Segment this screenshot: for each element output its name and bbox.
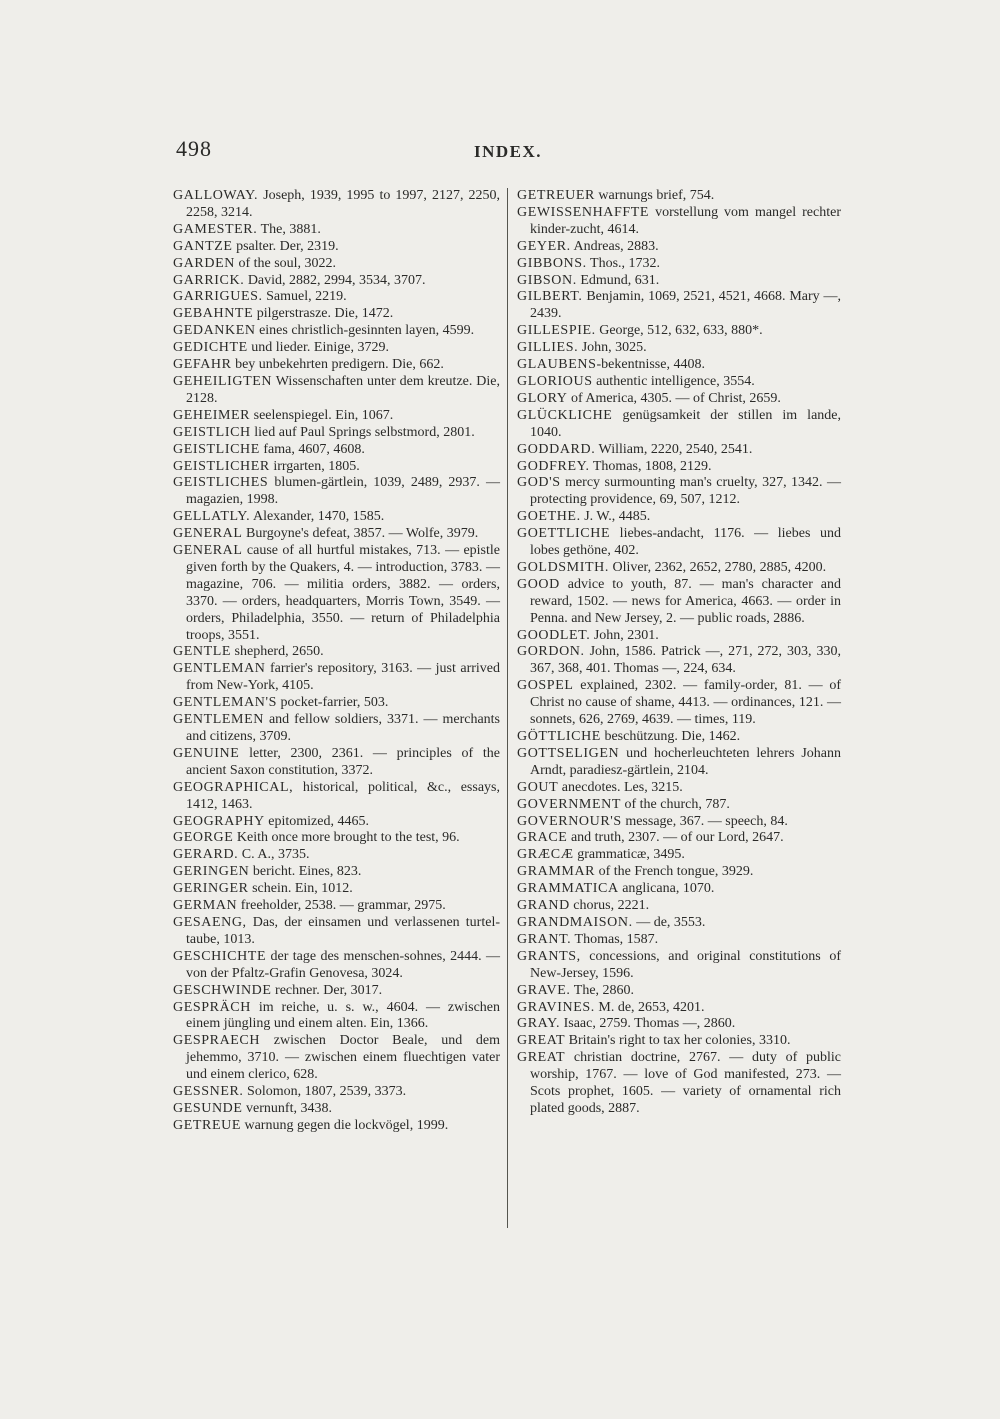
- index-headword: GOETTLICHE: [517, 526, 611, 542]
- index-headword: GETREUER: [517, 188, 595, 203]
- index-entry: [173, 222, 500, 239]
- index-headword: GLÜCKLICHE: [517, 407, 613, 423]
- index-headword: GOUT: [517, 779, 559, 795]
- index-headword: GESPRAECH: [173, 1033, 261, 1049]
- index-references: Edmund, 631.: [576, 272, 660, 288]
- index-entry: [517, 408, 841, 442]
- index-references: farrier's repository, 3163. — just arrived from New-York, 4105.: [186, 661, 500, 694]
- index-references: of the church, 787.: [621, 796, 730, 812]
- index-references: im reiche, u. s. w., 4604. — zwischen einem jüngling und einem alten. Ein, 1366.: [186, 999, 500, 1032]
- index-references: Wissenschaften unter dem kreutze. Die, 2128.: [186, 373, 500, 406]
- index-entry: [517, 949, 841, 983]
- index-headword: GENUINE: [173, 745, 240, 761]
- index-headword: GEYER.: [517, 238, 571, 254]
- index-entry: [173, 374, 500, 408]
- index-entry: [173, 188, 500, 222]
- index-entry: [173, 408, 500, 425]
- index-headword: GILBERT.: [517, 289, 583, 305]
- index-entry: [517, 983, 841, 1000]
- index-entry: [173, 543, 500, 644]
- index-headword: GOVERNMENT: [517, 796, 621, 812]
- index-references: George, 512, 632, 633, 880*.: [595, 323, 763, 339]
- index-entry: [517, 323, 841, 340]
- index-references: David, 2882, 2994, 3534, 3707.: [244, 272, 426, 288]
- index-headword: GEOGRAPHY: [173, 813, 265, 829]
- index-references: explained, 2302. — family-order, 81. — of Christ no cause of shame, 4413. — ordinances, 121. — sonnets, 626, 2769, 4639. — times, 119.: [530, 678, 841, 728]
- index-entry: [173, 340, 500, 357]
- index-entry: [517, 391, 841, 408]
- index-headword: GEWISSENHAFFTE: [517, 204, 650, 220]
- index-headword: GOETHE.: [517, 509, 581, 525]
- index-headword: GLAUBENS: [517, 357, 597, 373]
- index-headword: GEBAHNTE: [173, 306, 254, 322]
- index-references: concessions, and original constitutions of New-Jersey, 1596.: [530, 948, 841, 981]
- index-headword: GESAENG,: [173, 914, 247, 930]
- index-references: Oliver, 2362, 2652, 2780, 2885, 4200.: [608, 559, 827, 575]
- index-headword: GESPRÄCH: [173, 999, 251, 1015]
- index-references: Thomas, 1808, 2129.: [589, 458, 712, 474]
- index-headword: GEISTLICH: [173, 424, 251, 440]
- index-references: John, 2301.: [590, 627, 659, 643]
- index-entry: [517, 577, 841, 628]
- index-entry: [517, 475, 841, 509]
- index-entry: [517, 509, 841, 526]
- index-entry: [517, 340, 841, 357]
- index-references: of America, 4305. — of Christ, 2659.: [567, 390, 781, 406]
- index-references: of the French tongue, 3929.: [595, 864, 754, 880]
- index-references: Joseph, 1939, 1995 to 1997, 2127, 2250, 2258, 3214.: [186, 188, 500, 220]
- index-references: der tage des menschen-sohnes, 2444. — von der Pfaltz-Grafin Genovesa, 3024.: [186, 948, 500, 981]
- index-entry: [173, 273, 500, 290]
- index-references: William, 2220, 2540, 2541.: [595, 441, 753, 457]
- index-references: bey unbekehrten predigern. Die, 662.: [231, 357, 444, 373]
- index-references: vernunft, 3438.: [242, 1100, 332, 1116]
- index-entry: [173, 881, 500, 898]
- index-references: Das, der einsamen und verlassenen turtel-taube, 1013.: [186, 914, 500, 947]
- index-entry: [517, 357, 841, 374]
- index-references: chorus, 2221.: [569, 898, 650, 914]
- index-references: epitomized, 4465.: [264, 813, 369, 829]
- index-references: John, 1586. Patrick —, 271, 272, 303, 330, 367, 368, 401. Thomas —, 224, 634.: [530, 644, 841, 677]
- index-references: blumen-gärtlein, 1039, 2489, 2937. — magazien, 1998.: [186, 475, 500, 508]
- index-headword: GESCHWINDE: [173, 982, 272, 998]
- index-entry: [173, 898, 500, 915]
- index-entry: [173, 746, 500, 780]
- index-references: bericht. Eines, 823.: [249, 864, 362, 880]
- index-entry: [517, 644, 841, 678]
- index-entry: [173, 509, 500, 526]
- index-headword: GILLESPIE.: [517, 323, 596, 339]
- index-headword: GODDARD.: [517, 441, 596, 457]
- index-references: anglicana, 1070.: [618, 881, 715, 897]
- index-entry: [517, 1050, 841, 1118]
- index-headword: GERINGER: [173, 881, 249, 897]
- index-references: Benjamin, 1069, 2521, 4521, 4668. Mary —, 2439.: [530, 289, 841, 322]
- index-references: message, 367. — speech, 84.: [621, 813, 788, 829]
- index-headword: GEOGRAPHICAL,: [173, 779, 294, 795]
- index-references: Burgoyne's defeat, 3857. — Wolfe, 3979.: [242, 526, 479, 542]
- index-entry: [173, 1084, 500, 1101]
- index-references: eines christlich-gesinnten layen, 4599.: [255, 323, 475, 339]
- index-entry: [173, 1033, 500, 1084]
- index-references: grammaticæ, 3495.: [573, 847, 685, 863]
- index-entry: [173, 661, 500, 695]
- index-references: schein. Ein, 1012.: [248, 881, 353, 897]
- index-entry: [173, 256, 500, 273]
- index-headword: GRACE: [517, 830, 568, 846]
- index-entry: [173, 847, 500, 864]
- index-references: shepherd, 2650.: [231, 644, 324, 660]
- index-references: cause of all hurtful mistakes, 713. — epistle given forth by the Quakers, 4. — introduction, 3783. — magazine, 706. — militia orders, 3882. — orders, 3370. — orders, headquarters, Morris Town, 3549. — orders, Philadelphia, 3550. — return of Philadelphia troops, 3551.: [186, 543, 500, 643]
- index-references: historical, political, &c., essays, 1412, 1463.: [186, 779, 500, 812]
- index-headword: GOTTSELIGEN: [517, 745, 620, 761]
- index-references: — de, 3553.: [632, 914, 706, 930]
- index-entry: [173, 983, 500, 1000]
- index-references: freeholder, 2538. — grammar, 2975.: [237, 898, 446, 914]
- index-entry: [173, 780, 500, 814]
- index-headword: GIBBONS.: [517, 255, 587, 271]
- index-headword: GESSNER.: [173, 1084, 244, 1100]
- index-headword: GENTLE: [173, 644, 232, 660]
- index-headword: GENTLEMAN'S: [173, 695, 278, 711]
- index-references: mercy surmounting man's cruelty, 327, 1342. — protecting providence, 69, 507, 1212.: [530, 475, 841, 508]
- index-references: of the soul, 3022.: [234, 255, 337, 271]
- index-entry: [517, 1000, 841, 1017]
- index-headword: GEISTLICHE: [173, 441, 260, 457]
- index-entry: [517, 881, 841, 898]
- index-headword: GEHEILIGTEN: [173, 373, 273, 389]
- index-entry: [173, 475, 500, 509]
- index-entry: [173, 864, 500, 881]
- index-headword: GENERAL: [173, 526, 243, 542]
- index-references: Solomon, 1807, 2539, 3373.: [243, 1084, 407, 1100]
- index-entry: [173, 289, 500, 306]
- index-headword: GORDON.: [517, 644, 585, 660]
- index-entry: [517, 915, 841, 932]
- index-headword: GOD'S: [517, 475, 561, 491]
- index-entry: [517, 729, 841, 746]
- column-rule: [507, 188, 508, 1228]
- index-headword: GALLOWAY.: [173, 188, 259, 203]
- index-references: Alexander, 1470, 1585.: [250, 509, 385, 525]
- index-references: and truth, 2307. — of our Lord, 2647.: [567, 830, 784, 846]
- index-references: Keith once more brought to the test, 96.: [233, 830, 460, 846]
- index-headword: GEDICHTE: [173, 340, 248, 356]
- index-headword: GIBSON.: [517, 272, 577, 288]
- left-column: [173, 188, 500, 1135]
- index-entry: [517, 289, 841, 323]
- index-headword: GRÆCÆ: [517, 847, 574, 863]
- index-entry: [517, 526, 841, 560]
- index-headword: GETREUE: [173, 1117, 241, 1133]
- index-references: rechner. Der, 3017.: [271, 982, 383, 998]
- index-references: Thos., 1732.: [586, 255, 661, 271]
- index-entry: [173, 712, 500, 746]
- index-references: lied auf Paul Springs selbstmord, 2801.: [250, 424, 475, 440]
- index-references: authentic intelligence, 3554.: [592, 373, 755, 389]
- index-headword: GERMAN: [173, 898, 238, 914]
- index-headword: GRAMMAR: [517, 864, 596, 880]
- index-entry: [517, 780, 841, 797]
- index-references: -bekentnisse, 4408.: [596, 357, 705, 373]
- index-entry: [517, 932, 841, 949]
- index-references: John, 3025.: [578, 340, 647, 356]
- index-headword: GENTLEMAN: [173, 661, 266, 677]
- index-references: und lieder. Einige, 3729.: [247, 340, 389, 356]
- index-entry: [517, 628, 841, 645]
- index-headword: GANTZE: [173, 238, 233, 254]
- index-headword: GENTLEMEN: [173, 712, 264, 728]
- index-entry: [173, 442, 500, 459]
- index-references: M. de, 2653, 4201.: [594, 999, 705, 1015]
- index-headword: GARRIGUES.: [173, 289, 263, 305]
- index-headword: GOOD: [517, 576, 560, 592]
- index-headword: GESCHICHTE: [173, 948, 267, 964]
- right-column: [517, 188, 841, 1118]
- index-entry: [173, 526, 500, 543]
- index-references: vorstellung vom mangel rechter kinder-zucht, 4614.: [530, 204, 841, 237]
- index-entry: [517, 678, 841, 729]
- index-headword: GEISTLICHES: [173, 475, 269, 491]
- index-references: Samuel, 2219.: [262, 289, 347, 305]
- index-entry: [517, 898, 841, 915]
- index-references: Isaac, 2759. Thomas —, 2860.: [560, 1016, 736, 1032]
- index-references: seelenspiegel. Ein, 1067.: [250, 407, 394, 423]
- index-entry: [173, 459, 500, 476]
- index-entry: [517, 442, 841, 459]
- index-references: genügsamkeit der stillen im lande, 1040.: [530, 407, 841, 440]
- index-references: The, 3881.: [257, 221, 321, 237]
- index-entry: [173, 915, 500, 949]
- index-entry: [517, 847, 841, 864]
- index-references: liebes-andacht, 1176. — liebes und lobes gethöne, 402.: [530, 526, 841, 559]
- index-entry: [173, 644, 500, 661]
- index-headword: GRANT.: [517, 931, 572, 947]
- index-headword: GRAND: [517, 898, 570, 914]
- index-headword: GODFREY.: [517, 458, 590, 474]
- index-headword: GOSPEL: [517, 678, 574, 694]
- index-headword: GERINGEN: [173, 864, 250, 880]
- index-entry: [173, 425, 500, 442]
- index-references: and fellow soldiers, 3371. — merchants and citizens, 3709.: [186, 712, 500, 744]
- index-entry: [517, 256, 841, 273]
- index-references: psalter. Der, 2319.: [232, 238, 339, 254]
- index-references: letter, 2300, 2361. — principles of the ancient Saxon constitution, 3372.: [186, 745, 500, 778]
- index-headword: GARDEN: [173, 255, 235, 271]
- index-references: Britain's right to tax her colonies, 3310.: [565, 1033, 791, 1049]
- index-headword: GENERAL: [173, 543, 243, 559]
- index-entry: [517, 1016, 841, 1033]
- index-headword: GEDANKEN: [173, 323, 256, 339]
- index-headword: GÖTTLICHE: [517, 729, 601, 744]
- index-references: Thomas, 1587.: [571, 931, 659, 947]
- index-headword: GILLIES.: [517, 340, 579, 356]
- index-entry: [517, 864, 841, 881]
- index-entry: [517, 188, 841, 205]
- index-references: pilgerstrasze. Die, 1472.: [253, 306, 394, 322]
- index-references: irrgarten, 1805.: [269, 458, 360, 474]
- index-references: pocket-farrier, 503.: [277, 695, 389, 711]
- index-entry: [517, 1033, 841, 1050]
- index-headword: GEISTLICHER: [173, 458, 270, 474]
- index-entry: [173, 306, 500, 323]
- page-number: 498: [176, 136, 212, 161]
- index-entry: [517, 560, 841, 577]
- index-references: beschützung. Die, 1462.: [600, 729, 741, 744]
- index-entry: [517, 797, 841, 814]
- index-headword: GRAMMATICA: [517, 881, 619, 897]
- index-entry: [173, 695, 500, 712]
- index-headword: GRANDMAISON.: [517, 914, 633, 930]
- index-references: Andreas, 2883.: [570, 238, 659, 254]
- index-headword: GAMESTER.: [173, 221, 258, 237]
- index-headword: GREAT: [517, 1033, 566, 1049]
- index-headword: GELLATLY.: [173, 509, 251, 525]
- index-headword: GRAVINES.: [517, 999, 595, 1015]
- index-references: warnung gegen die lockvögel, 1999.: [240, 1117, 449, 1133]
- index-entry: [173, 1101, 500, 1118]
- index-headword: GLORIOUS: [517, 373, 593, 389]
- index-headword: GOLDSMITH.: [517, 559, 609, 575]
- index-entry: [517, 205, 841, 239]
- index-entry: [517, 814, 841, 831]
- index-headword: GRANTS,: [517, 948, 581, 964]
- index-headword: GEORGE: [173, 830, 234, 846]
- index-references: anecdotes. Les, 3215.: [558, 779, 683, 795]
- index-headword: GESUNDE: [173, 1100, 243, 1116]
- index-references: The, 2860.: [570, 982, 635, 998]
- index-references: und hocherleuchteten lehrers Johann Arndt, paradiesz-gärtlein, 2104.: [530, 745, 841, 778]
- index-references: zwischen Doctor Beale, und dem jehemmo, 3710. — zwischen einem fluechtigen vater und einem clerico, 628.: [186, 1033, 500, 1083]
- index-references: advice to youth, 87. — man's character and reward, 1502. — news for America, 4663. — order in Penna. and New Jersey, 2. — public roads, 2886.: [530, 576, 841, 626]
- index-references: warnungs brief, 754.: [594, 188, 715, 203]
- index-entry: [517, 746, 841, 780]
- index-entry: [517, 374, 841, 391]
- index-entry: [173, 830, 500, 847]
- index-entry: [517, 273, 841, 290]
- running-head: INDEX.: [474, 142, 543, 161]
- index-headword: GREAT: [517, 1050, 566, 1066]
- index-headword: GARRICK.: [173, 272, 245, 288]
- index-references: J. W., 4485.: [580, 509, 651, 525]
- index-entry: [173, 1000, 500, 1034]
- index-headword: GOVERNOUR'S: [517, 813, 622, 829]
- index-entry: [517, 830, 841, 847]
- index-entry: [173, 239, 500, 256]
- index-entry: [517, 459, 841, 476]
- index-headword: GEHEIMER: [173, 407, 251, 423]
- index-headword: GRAVE.: [517, 982, 571, 998]
- index-entry: [517, 239, 841, 256]
- index-entry: [173, 814, 500, 831]
- index-headword: GOODLET.: [517, 627, 591, 643]
- index-references: fama, 4607, 4608.: [259, 441, 365, 457]
- index-references: C. A., 3735.: [238, 847, 310, 863]
- index-entry: [173, 1118, 500, 1135]
- index-references: christian doctrine, 2767. — duty of public worship, 1767. — love of God manifested, 273. — Scots prophet, 1605. — variety of ornamental rich plated goods, 2887.: [530, 1050, 841, 1116]
- index-entry: [173, 357, 500, 374]
- index-headword: GEFAHR: [173, 357, 232, 373]
- index-headword: GRAY.: [517, 1016, 561, 1032]
- index-headword: GLORY: [517, 390, 568, 406]
- index-entry: [173, 949, 500, 983]
- index-headword: GERARD.: [173, 847, 239, 863]
- index-entry: [173, 323, 500, 340]
